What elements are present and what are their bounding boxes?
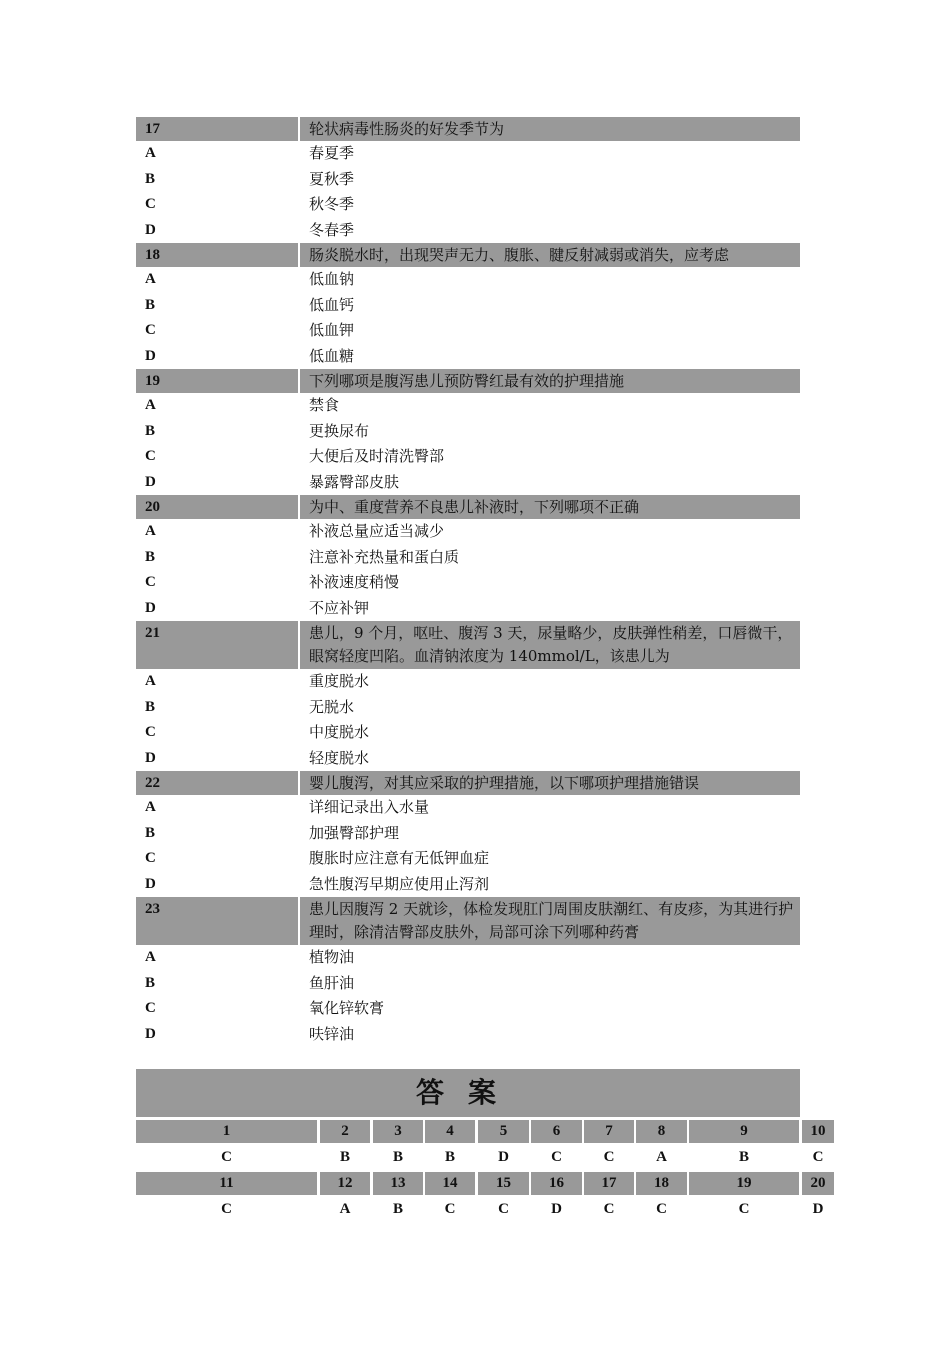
option-letter: B — [145, 422, 156, 439]
option-text: 加强臀部护理 — [309, 823, 400, 842]
option-letter: A — [145, 799, 156, 815]
option-row — [136, 996, 800, 1022]
question-text: 婴儿腹泻，对其应采取的护理措施，以下哪项护理措施错误 — [309, 774, 700, 792]
question-number: 18 — [136, 243, 300, 267]
option-text: 轻度脱水 — [309, 748, 370, 767]
option-text: 不应补钾 — [309, 598, 370, 617]
answer-question-number: 12 — [320, 1172, 370, 1195]
question-number: 23 — [136, 897, 300, 945]
option-row — [136, 872, 800, 898]
answer-question-number: 19 — [689, 1172, 799, 1195]
question-number: 20 — [136, 495, 300, 519]
option-row — [136, 795, 800, 821]
option-letter: C — [145, 850, 156, 866]
answer-value: C — [221, 1149, 232, 1165]
option-letter: A — [145, 271, 156, 287]
option-text: 重度脱水 — [309, 672, 370, 690]
option-text: 低血糖 — [309, 346, 355, 365]
option-row — [136, 444, 800, 470]
answer-question-number: 5 — [478, 1120, 529, 1143]
option-text: 低血钾 — [309, 321, 355, 339]
option-letter: D — [145, 347, 156, 364]
question-row — [136, 771, 800, 795]
option-text: 补液总量应适当减少 — [309, 522, 445, 540]
question-row — [136, 117, 800, 141]
answer-question-number: 15 — [478, 1172, 529, 1195]
option-letter: A — [145, 949, 156, 965]
answer-question-number: 9 — [689, 1120, 799, 1143]
option-letter: D — [145, 749, 156, 766]
option-text: 腹胀时应注意有无低钾血症 — [309, 849, 490, 867]
question-row — [136, 897, 800, 945]
option-text: 冬春季 — [309, 220, 355, 239]
option-letter: D — [145, 221, 156, 238]
option-letter: B — [145, 698, 156, 715]
question-row — [136, 495, 800, 519]
answer-question-number: 17 — [584, 1172, 634, 1195]
answer-question-number: 3 — [373, 1120, 423, 1143]
question-text: 患儿，9 个月，呕吐、腹泻 3 天，尿量略少，皮肤弹性稍差，口唇微干，眼窝轻度凹陷。血清钠浓度为 140mmol/L，该患儿为 — [309, 624, 793, 665]
option-row — [136, 596, 800, 622]
question-row — [136, 243, 800, 267]
option-row — [136, 393, 800, 419]
option-row — [136, 344, 800, 370]
answer-value: C — [603, 1149, 615, 1165]
answer-question-number: 8 — [636, 1120, 687, 1143]
option-letter: B — [145, 170, 156, 187]
answer-value: C — [444, 1201, 456, 1217]
option-text: 注意补充热量和蛋白质 — [309, 547, 460, 566]
option-row — [136, 519, 800, 545]
question-row — [136, 621, 800, 669]
option-letter: A — [145, 673, 156, 689]
option-row — [136, 545, 800, 571]
answer-question-number: 6 — [531, 1120, 582, 1143]
answer-value: C — [551, 1149, 562, 1165]
option-row — [136, 470, 800, 496]
option-text: 补液速度稍慢 — [309, 573, 400, 591]
option-row — [136, 971, 800, 997]
question-number: 17 — [136, 117, 300, 141]
answer-question-number: 20 — [802, 1172, 834, 1195]
option-letter: B — [145, 548, 156, 565]
option-letter: B — [145, 824, 156, 841]
answer-value: A — [339, 1201, 351, 1217]
option-row — [136, 945, 800, 971]
answer-question-number: 2 — [320, 1120, 370, 1143]
answer-value: B — [738, 1149, 749, 1165]
option-letter: A — [145, 145, 156, 161]
option-row — [136, 570, 800, 596]
answer-value: A — [656, 1149, 667, 1165]
option-letter: C — [145, 724, 156, 740]
question-text: 为中、重度营养不良患儿补液时，下列哪项不正确 — [309, 498, 640, 516]
answer-value: B — [339, 1149, 350, 1165]
option-letter: C — [145, 322, 156, 338]
answer-title: 答案 — [136, 1069, 800, 1117]
option-letter: A — [145, 397, 156, 413]
option-text: 低血钙 — [309, 295, 355, 314]
option-row — [136, 167, 800, 193]
option-row — [136, 141, 800, 167]
option-text: 中度脱水 — [309, 723, 370, 741]
option-row — [136, 746, 800, 772]
answer-value: D — [551, 1201, 562, 1217]
option-letter: B — [145, 296, 156, 313]
option-letter: D — [145, 599, 156, 616]
option-letter: D — [145, 875, 156, 892]
answer-question-number: 10 — [802, 1120, 834, 1143]
option-text: 植物油 — [309, 948, 355, 966]
option-row — [136, 318, 800, 344]
option-letter: C — [145, 448, 156, 464]
option-row — [136, 846, 800, 872]
answer-question-number: 1 — [136, 1120, 317, 1143]
option-text: 急性腹泻早期应使用止泻剂 — [309, 874, 490, 893]
option-row — [136, 218, 800, 244]
option-row — [136, 293, 800, 319]
answer-value: D — [498, 1149, 509, 1165]
option-text: 鱼肝油 — [309, 973, 355, 992]
option-text: 呋锌油 — [309, 1024, 355, 1043]
question-row — [136, 369, 800, 393]
option-row — [136, 695, 800, 721]
option-text: 更换尿布 — [309, 421, 370, 440]
option-row — [136, 1022, 800, 1048]
option-text: 大便后及时清洗臀部 — [309, 447, 445, 465]
answer-question-number: 14 — [425, 1172, 475, 1195]
option-row — [136, 669, 800, 695]
option-letter: D — [145, 473, 156, 490]
question-list — [136, 117, 800, 1047]
answer-value: D — [812, 1201, 824, 1217]
option-letter: B — [145, 974, 156, 991]
question-number: 21 — [136, 621, 300, 669]
option-letter: C — [145, 1000, 156, 1016]
answer-question-number: 13 — [373, 1172, 423, 1195]
option-letter: A — [145, 523, 156, 539]
option-row — [136, 720, 800, 746]
answer-question-number: 11 — [136, 1172, 317, 1195]
option-row — [136, 192, 800, 218]
answer-value: C — [656, 1201, 667, 1217]
answer-value: C — [603, 1201, 615, 1217]
answer-question-number: 4 — [425, 1120, 475, 1143]
option-text: 秋冬季 — [309, 195, 355, 213]
option-text: 无脱水 — [309, 697, 355, 716]
option-row — [136, 821, 800, 847]
option-text: 详细记录出入水量 — [309, 798, 430, 816]
answer-value: C — [221, 1201, 232, 1217]
answer-value: C — [812, 1149, 824, 1165]
question-number: 22 — [136, 771, 300, 795]
option-text: 暴露臀部皮肤 — [309, 472, 400, 491]
option-row — [136, 419, 800, 445]
option-letter: D — [145, 1025, 156, 1042]
option-text: 禁食 — [309, 396, 340, 414]
option-text: 低血钠 — [309, 270, 355, 288]
question-text: 下列哪项是腹泻患儿预防臀红最有效的护理措施 — [309, 372, 625, 390]
answer-question-number: 7 — [584, 1120, 634, 1143]
option-row — [136, 267, 800, 293]
answer-value: C — [738, 1201, 750, 1217]
question-text: 轮状病毒性肠炎的好发季节为 — [309, 120, 505, 138]
answer-value: C — [498, 1201, 509, 1217]
answer-value: B — [392, 1201, 403, 1217]
option-text: 氧化锌软膏 — [309, 999, 385, 1017]
option-letter: C — [145, 196, 156, 212]
option-text: 春夏季 — [309, 144, 355, 162]
question-text: 患儿因腹泻 2 天就诊，体检发现肛门周围皮肤潮红、有皮疹，为其进行护理时，除清洁臀部皮肤外，局部可涂下列哪种药膏 — [309, 900, 794, 941]
option-text: 夏秋季 — [309, 169, 355, 188]
question-text: 肠炎脱水时，出现哭声无力、腹胀、腱反射减弱或消失，应考虑 — [309, 246, 730, 264]
answer-question-number: 18 — [636, 1172, 687, 1195]
answer-value: B — [392, 1149, 403, 1165]
option-letter: C — [145, 574, 156, 590]
answer-value: B — [444, 1149, 455, 1165]
question-number: 19 — [136, 369, 300, 393]
answer-question-number: 16 — [531, 1172, 582, 1195]
